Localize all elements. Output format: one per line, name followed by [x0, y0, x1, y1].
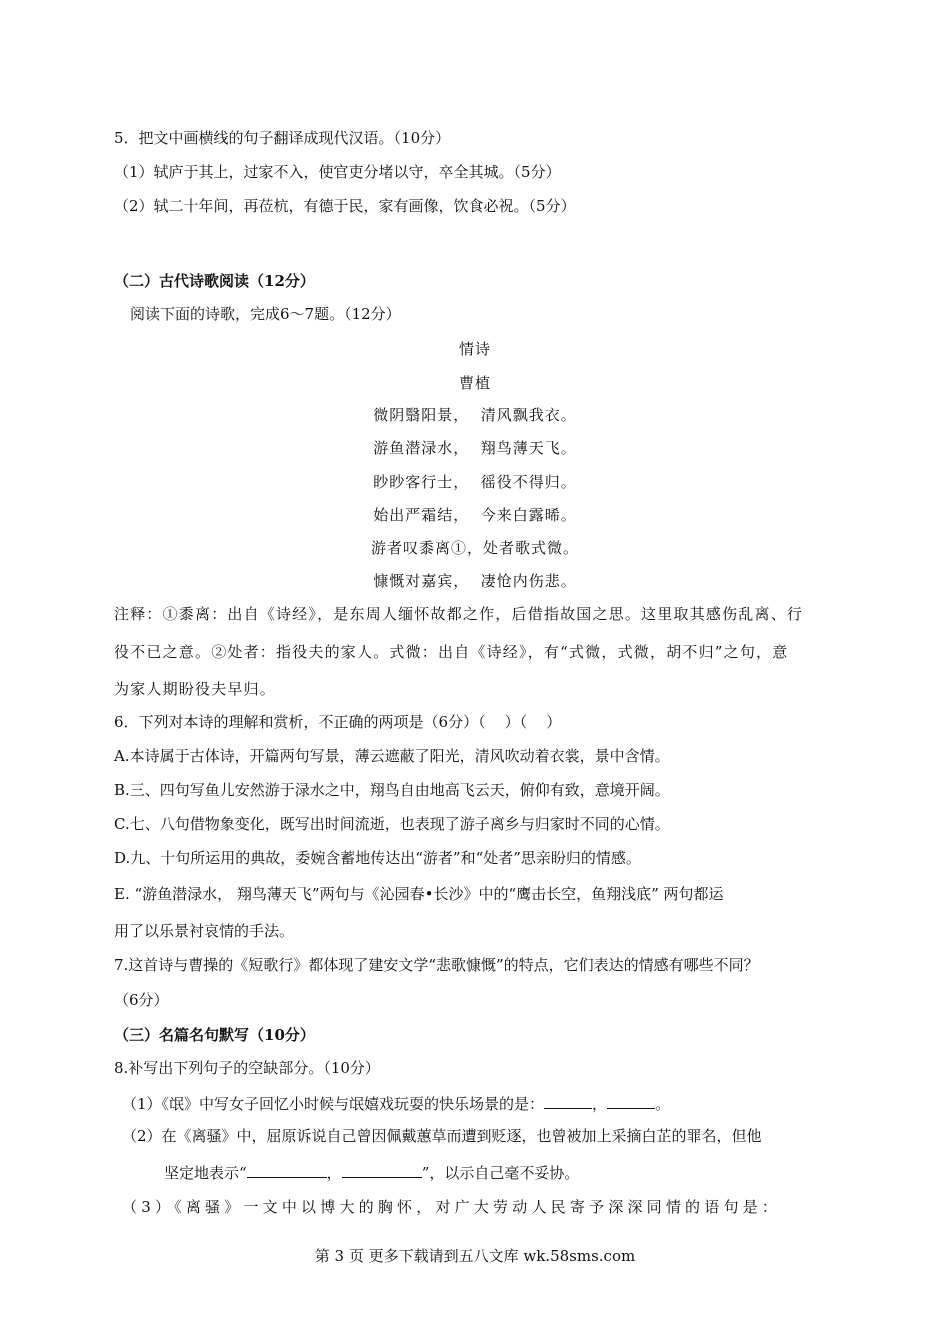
q8-item-1 [122, 1093, 670, 1114]
q8-item-1-text: （1）《氓》中写女子回忆小时候与氓嬉戏玩耍的快乐场景的是： [122, 1095, 545, 1113]
q6-option-e-cont: 用了以乐景衬哀情的手法。 [114, 922, 295, 940]
q7-line-2: （6分） [114, 991, 169, 1009]
note-line-2: 役不已之意。②处者：指役夫的家人。式微：出自《诗经》，有“式微，式微，胡不归”之句，意 [114, 643, 789, 661]
q8-item-2-separator: ， [326, 1164, 342, 1182]
q5-title: 5．把文中画横线的句子翻译成现代汉语。（10分） [114, 129, 451, 147]
q6-option-c: C.七、八句借物象变化，既写出时间流逝，也表现了游子离乡与归家时不同的心情。 [114, 815, 670, 833]
poem-line-4: 始出严霜结， 今来白露晞。 [373, 506, 577, 524]
q5-item-1: （1）轼庐于其上，过家不入，使官吏分堵以守，卒全其城。（5分） [114, 163, 561, 181]
q8-stem: 8.补写出下列句子的空缺部分。（10分） [114, 1059, 380, 1077]
note-line-1: 注释：①黍离：出自《诗经》，是东周人缅怀故都之作，后借指故国之思。这里取其感伤乱离、行 [114, 605, 804, 623]
answer-blank[interactable] [607, 1093, 655, 1109]
q5-item-2: （2）轼二十年间，再莅杭，有德于民，家有画像，饮食必祝。（5分） [114, 197, 576, 215]
section3-heading: （三）名篇名句默写（10分） [114, 1026, 315, 1044]
poem-title: 情诗 [458, 340, 491, 358]
poem-line-6: 慷慨对嘉宾， 凄怆内伤悲。 [373, 572, 577, 590]
answer-blank[interactable] [247, 1162, 327, 1178]
q6-option-a: A.本诗属于古体诗，开篇两句写景，薄云遮蔽了阳光，清风吹动着衣裳，景中含情。 [114, 747, 670, 765]
answer-blank[interactable] [544, 1093, 592, 1109]
answer-blank[interactable] [342, 1162, 422, 1178]
q6-option-d: D.九、十句所运用的典故，委婉含蓄地传达出“游者”和“处者”思亲盼归的情感。 [114, 849, 641, 867]
section2-heading: （二）古代诗歌阅读（12分） [114, 272, 315, 290]
note-line-3: 为家人期盼役夫早归。 [114, 680, 277, 698]
q8-item-2-end: ”，以示自己毫不妥协。 [421, 1164, 580, 1182]
poem-line-5: 游者叹黍离①，处者歌式微。 [370, 539, 579, 557]
q7-line-1: 7.这首诗与曹操的《短歌行》都体现了建安文学“悲歌慷慨”的特点，它们表达的情感有哪些不同？ [114, 956, 759, 974]
poem-line-1: 微阴翳阳景， 清风飘我衣。 [373, 406, 577, 424]
q8-item-2-line-1: （2）在《离骚》中，屈原诉说自己曾因佩戴蕙草而遭到贬逐，也曾被加上采摘白芷的罪名，但他 [122, 1127, 762, 1145]
poem-line-2: 游鱼潜渌水， 翔鸟薄天飞。 [373, 439, 577, 457]
q8-item-2-text: 坚定地表示“ [164, 1164, 247, 1182]
q6-option-e: E. “游鱼潜渌水， 翔鸟薄天飞”两句与《沁园春•长沙》中的“鹰击长空，鱼翔浅底” 两句都运 [114, 885, 724, 903]
poem-author: 曹植 [458, 374, 491, 392]
q8-item-1-end: 。 [655, 1095, 671, 1113]
q8-item-1-separator: ， [592, 1095, 608, 1113]
q8-item-2-line-2 [164, 1162, 579, 1183]
poem-line-3: 眇眇客行士， 徭役不得归。 [373, 473, 577, 491]
q8-item-3: （3）《离骚》一文中以博大的胸怀，对广大劳动人民寄予深深同情的语句是： [122, 1198, 782, 1216]
q6-option-b: B.三、四句写鱼儿安然游于渌水之中，翔鸟自由地高飞云天，俯仰有致，意境开阔。 [114, 781, 670, 799]
q6-stem: 6．下列对本诗的理解和赏析，不正确的两项是（6分）（ ）（ ） [114, 713, 562, 731]
section2-intro: 阅读下面的诗歌，完成6～7题。（12分） [130, 305, 401, 323]
page-footer: 第 3 页 更多下载请到五八文库 wk.58sms.com [314, 1247, 636, 1265]
